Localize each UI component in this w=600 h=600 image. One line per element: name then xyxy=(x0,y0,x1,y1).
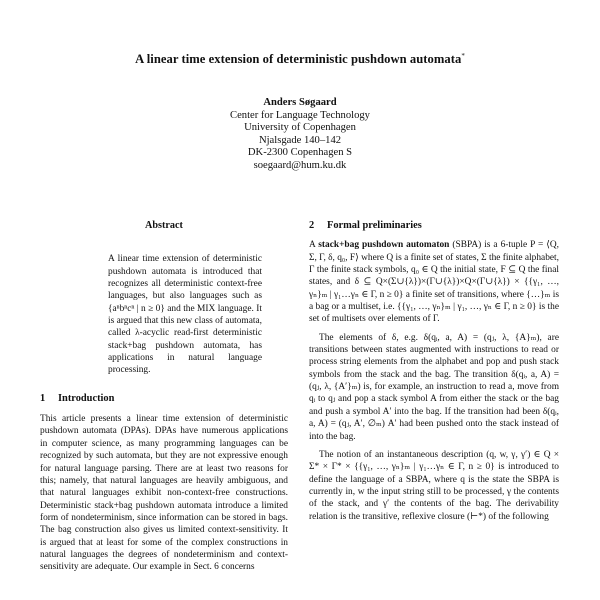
author-email: soegaard@hum.ku.dk xyxy=(253,159,347,171)
definition-lead: A xyxy=(309,240,316,251)
affiliation-line: Njalsgade 140–142 xyxy=(258,134,342,146)
title-footnote-mark: * xyxy=(461,52,465,60)
abstract-heading: Abstract xyxy=(145,220,183,231)
affiliation-line: University of Copenhagen xyxy=(244,122,356,134)
introduction-paragraph: This article presents a linear time extension of deterministic pushdown automata (DPAs). DPAs have numerous applications in computer science, as many programming languages can be recognized by such automata, but they are not expressive enough for natural language parsing. There are at least two reasons for this; namely, that natural languages are heavily ambiguous, and that natural languages exhibit non-context-free constructions. Deterministic stack+bag pushdown automata introduce a limited form of nondeterminism, since information can be stored in bags. The bag construction also gives us limited context-sensitivity. It is argued that at least for some of the complex constructions in natural languages the degrees of nondeterminism and context-sensitivity are adequate. Our example in Sect. 6 concerns xyxy=(40,414,288,573)
affiliation-line: Center for Language Technology xyxy=(230,109,370,121)
section-number: 1 xyxy=(40,392,46,404)
section-heading-introduction xyxy=(40,393,288,405)
definition-paragraph xyxy=(309,239,559,325)
left-column xyxy=(40,217,288,574)
defined-term: stack+bag pushdown automaton xyxy=(318,240,450,251)
transitions-paragraph: The elements of δ, e.g. δ(qᵢ, a, A) = (qⱼ, λ, {A}ₘ), are transitions between states augmented with instructions to read or process string elements from the alphabet and pop and push stack symbols from the stack and the bag. The transition δ(qᵢ, a, A) = (qⱼ, λ, {A′}ₘ) is, for example, an instruction to read a, move from qᵢ to qⱼ and pop a stack symbol A from either the stack or the bag and push a symbol A′ into the bag. If the transition had been δ(qᵢ, a, A) = (qⱼ, A′, ∅ₘ) A′ had been pushed onto the stack instead of into the bag. xyxy=(309,332,559,442)
section-heading-formal-preliminaries xyxy=(309,220,559,232)
abstract-text: A linear time extension of deterministic pushdown automata is introduced that recognizes all deterministic context-free languages, but also languages such as {aⁿbⁿcⁿ | n ≥ 0} and the MIX language. It is argued that this new class of automata, called λ-acyclic read-first deterministic stack+bag pushdown automata, has applications in natural language processing. xyxy=(108,254,262,376)
instantaneous-description-paragraph: The notion of an instantaneous description (q, w, γ, γ′) ∈ Q × Σ* × Γ* × {{γ₁, …, γₙ}ₘ | γ₁…γₙ ∈ Γ, n ≥ 0} is introduced to define the language of a SBPA, where q is the state the SBPA is currently in, w the input string still to be processed, γ the contents of the stack, and γ′ the contents of the bag. The derivability relation is the transitive, reflexive closure (⊢*) of the following xyxy=(309,449,559,522)
right-column xyxy=(309,217,559,523)
paper-title xyxy=(0,52,600,67)
section-title: Formal preliminaries xyxy=(327,220,422,231)
section-title: Introduction xyxy=(58,392,115,404)
author-block xyxy=(0,97,600,173)
paper-title-text: A linear time extension of deterministic pushdown automata xyxy=(135,52,462,66)
author-name: Anders Søgaard xyxy=(263,97,337,108)
section-number: 2 xyxy=(309,220,315,231)
affiliation-line: DK-2300 Copenhagen S xyxy=(247,147,353,159)
definition-text: (SBPA) is a 6-tuple P = ⟨Q, Σ, Γ, δ, q₀, F⟩ where Q is a finite set of states, Σ the finite alphabet, Γ the finite stack symbols, q₀ ∈ Q the initial state, F ⊆ Q the final states, and δ ⊆ Q×(Σ∪{λ})×(Γ∪{λ})×Q×(Γ∪{λ}) × {{γ₁, …, γₙ}ₘ | γ₁…γₙ ∈ Γ, n ≥ 0} a finite set of transitions, where {…}ₘ is a bag or a multiset, i.e. {{γ₁, …, γₙ}ₘ | γ₁, …, γₙ ∈ Γ, n ≥ 0} is the set of multisets over elements of Γ. xyxy=(309,240,559,325)
